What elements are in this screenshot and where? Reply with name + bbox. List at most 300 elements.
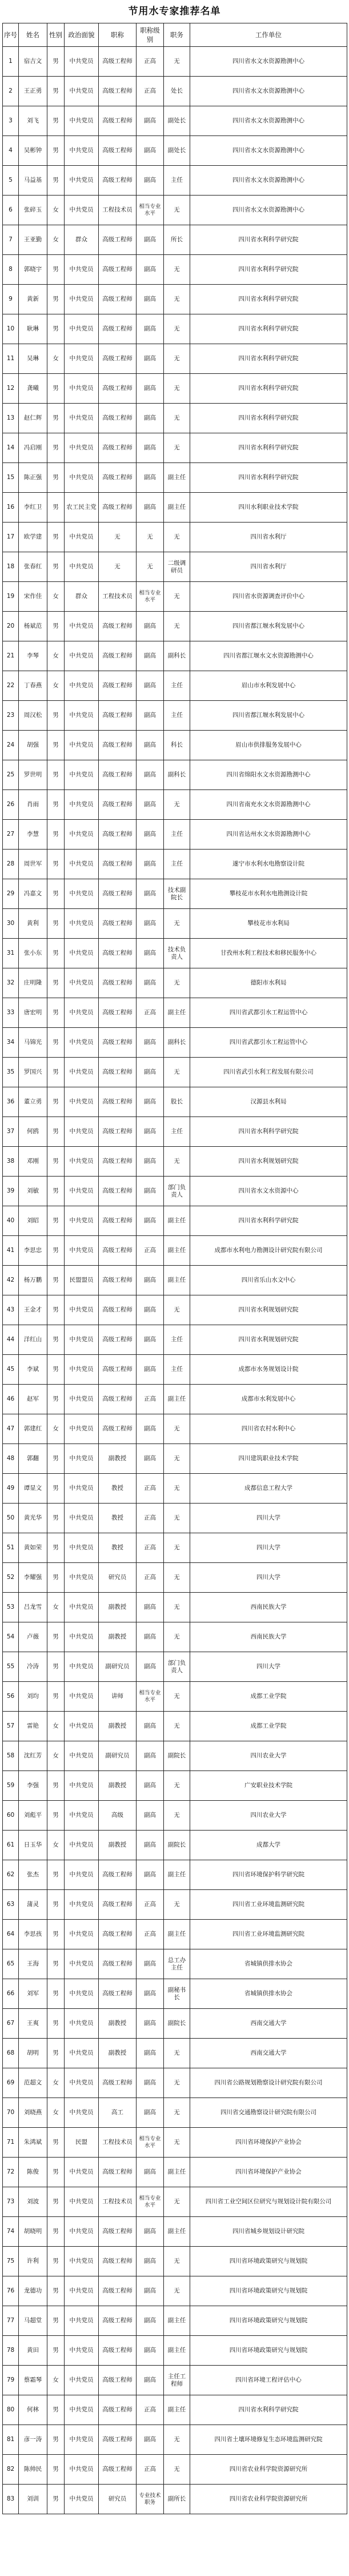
level-cell: 正高 — [137, 1890, 164, 1920]
index-cell: 21 — [3, 641, 19, 671]
name-cell: 张春红 — [19, 552, 47, 582]
index-cell: 79 — [3, 2366, 19, 2395]
level-cell: 副高 — [137, 850, 164, 879]
gender-cell: 女 — [47, 196, 65, 225]
table-row — [3, 2098, 347, 2128]
title-cell: 高级工程师 — [99, 2395, 137, 2425]
name-cell: 赵仁辉 — [19, 404, 47, 433]
index-cell: 40 — [3, 1206, 19, 1236]
political-cell: 中共党员 — [65, 255, 99, 285]
employer-cell: 四川省水利科学研究院 — [190, 404, 347, 433]
index-cell: 19 — [3, 582, 19, 612]
index-cell: 45 — [3, 1355, 19, 1385]
title-cell: 高级工程师 — [99, 939, 137, 968]
level-cell: 副高 — [137, 1712, 164, 1741]
level-cell: 副高 — [137, 255, 164, 285]
political-cell: 中共党员 — [65, 136, 99, 166]
title-cell: 教授 — [99, 1504, 137, 1533]
employer-cell: 四川省乐山水文中心 — [190, 1266, 347, 1295]
name-cell: 王正勇 — [19, 77, 47, 106]
employer-cell: 四川省水利科学研究院 — [190, 285, 347, 314]
position-cell: 副主任 — [164, 1920, 190, 1949]
title-cell: 高级工程师 — [99, 671, 137, 701]
title-cell: 高级工程师 — [99, 1979, 137, 2009]
index-cell: 64 — [3, 1920, 19, 1949]
table-row — [3, 1949, 347, 1979]
employer-cell: 西南交通大学 — [190, 2039, 347, 2068]
table-row — [3, 77, 347, 106]
name-cell: 陈正强 — [19, 463, 47, 493]
employer-cell: 四川省环境保护产业协会 — [190, 2158, 347, 2187]
name-cell: 周世军 — [19, 850, 47, 879]
gender-cell: 男 — [47, 285, 65, 314]
gender-cell: 男 — [47, 2187, 65, 2217]
gender-cell: 男 — [47, 47, 65, 77]
title-cell: 高级工程师 — [99, 1236, 137, 1266]
employer-cell: 四川省南充水文水资源勘测中心 — [190, 790, 347, 820]
table-row — [3, 1920, 347, 1949]
table-body — [3, 47, 347, 2514]
political-cell: 中共党员 — [65, 2068, 99, 2098]
index-cell: 3 — [3, 106, 19, 136]
index-cell: 67 — [3, 2009, 19, 2039]
level-cell: 副高 — [137, 2098, 164, 2128]
employer-cell: 眉山市供排服务发展中心 — [190, 731, 347, 760]
level-cell: 副高 — [137, 1979, 164, 2009]
position-cell: 无 — [164, 2276, 190, 2306]
table-header-row — [3, 23, 347, 47]
gender-cell: 女 — [47, 2098, 65, 2128]
title-cell: 副教授 — [99, 1622, 137, 1652]
position-cell: 副院长 — [164, 1831, 190, 1860]
gender-cell: 女 — [47, 1712, 65, 1741]
title-cell: 高级工程师 — [99, 1949, 137, 1979]
employer-cell: 四川省水利厅 — [190, 523, 347, 552]
employer-cell: 四川省水利科学研究院 — [190, 225, 347, 255]
political-cell: 中共党员 — [65, 671, 99, 701]
name-cell: 洋红山 — [19, 1325, 47, 1355]
employer-cell: 四川省水利规划研究院 — [190, 1147, 347, 1177]
position-cell: 无 — [164, 404, 190, 433]
name-cell: 朱鸿斌 — [19, 2128, 47, 2158]
employer-cell: 四川大学 — [190, 1533, 347, 1563]
title-cell: 研究员 — [99, 2485, 137, 2514]
gender-cell: 男 — [47, 1295, 65, 1325]
expert-table — [2, 23, 347, 2514]
position-cell: 无 — [164, 582, 190, 612]
name-cell: 刘昭 — [19, 1206, 47, 1236]
employer-cell: 四川省农业科学院资源研究所 — [190, 2485, 347, 2514]
index-cell: 71 — [3, 2128, 19, 2158]
employer-cell: 甘孜州水利工程技术和移民服务中心 — [190, 939, 347, 968]
political-cell: 中共党员 — [65, 1206, 99, 1236]
level-cell: 正高 — [137, 1533, 164, 1563]
political-cell: 民盟 — [65, 2128, 99, 2158]
table-row — [3, 850, 347, 879]
level-cell: 无 — [137, 552, 164, 582]
employer-cell: 四川省农村水利中心 — [190, 1414, 347, 1444]
political-cell: 中共党员 — [65, 1949, 99, 1979]
title-cell: 高级工程师 — [99, 1414, 137, 1444]
position-cell: 无 — [164, 255, 190, 285]
table-row — [3, 404, 347, 433]
name-cell: 何鸥 — [19, 1117, 47, 1147]
position-cell: 主任 — [164, 1325, 190, 1355]
table-row — [3, 433, 347, 463]
table-row — [3, 1474, 347, 1504]
gender-cell: 男 — [47, 433, 65, 463]
employer-cell: 汉源县水利局 — [190, 1087, 347, 1117]
name-cell: 张杰 — [19, 1860, 47, 1890]
position-cell: 无 — [164, 2068, 190, 2098]
table-row — [3, 2485, 347, 2514]
name-cell: 何林 — [19, 2395, 47, 2425]
employer-cell: 省城镇供排水协会 — [190, 1979, 347, 2009]
table-row — [3, 1593, 347, 1622]
title-cell: 高工 — [99, 2098, 137, 2128]
index-cell: 73 — [3, 2187, 19, 2217]
political-cell: 中共党员 — [65, 2485, 99, 2514]
index-cell: 15 — [3, 463, 19, 493]
name-cell: 胡明 — [19, 2039, 47, 2068]
employer-cell: 四川省武引水利工程发展有限公司 — [190, 1058, 347, 1087]
level-cell: 副高 — [137, 1058, 164, 1087]
name-cell: 黄光华 — [19, 1504, 47, 1533]
position-cell: 无 — [164, 1474, 190, 1504]
level-cell: 副高 — [137, 1741, 164, 1771]
employer-cell: 四川省水利科学研究院 — [190, 1206, 347, 1236]
index-cell: 57 — [3, 1712, 19, 1741]
gender-cell: 男 — [47, 463, 65, 493]
index-cell: 34 — [3, 1028, 19, 1058]
gender-cell: 男 — [47, 314, 65, 344]
table-row — [3, 2009, 347, 2039]
index-cell: 70 — [3, 2098, 19, 2128]
political-cell: 中共党员 — [65, 1058, 99, 1087]
position-cell: 无 — [164, 1622, 190, 1652]
employer-cell: 四川省环境保护产业协会 — [190, 2128, 347, 2158]
title-cell: 教授 — [99, 1533, 137, 1563]
index-cell: 2 — [3, 77, 19, 106]
name-cell: 耿琳 — [19, 314, 47, 344]
index-cell: 32 — [3, 968, 19, 998]
title-cell: 高级工程师 — [99, 314, 137, 344]
level-cell: 正高 — [137, 1563, 164, 1593]
index-cell: 20 — [3, 612, 19, 641]
employer-cell: 四川省水利科学研究院 — [190, 314, 347, 344]
employer-cell: 四川建筑职业技术学院 — [190, 1444, 347, 1474]
gender-cell: 男 — [47, 255, 65, 285]
gender-cell: 男 — [47, 1801, 65, 1831]
political-cell: 中共党员 — [65, 2039, 99, 2068]
level-cell: 副高 — [137, 641, 164, 671]
position-cell: 无 — [164, 1504, 190, 1533]
employer-cell: 四川省水利科学研究院 — [190, 1117, 347, 1147]
title-cell: 高级工程师 — [99, 2336, 137, 2366]
position-cell: 无 — [164, 2187, 190, 2217]
index-cell: 78 — [3, 2336, 19, 2366]
table-row — [3, 612, 347, 641]
level-cell: 副高 — [137, 1087, 164, 1117]
gender-cell: 男 — [47, 909, 65, 939]
position-cell: 无 — [164, 1147, 190, 1177]
name-cell: 雷艳 — [19, 1712, 47, 1741]
title-cell: 高级 — [99, 1801, 137, 1831]
table-row — [3, 314, 347, 344]
title-cell: 高级工程师 — [99, 909, 137, 939]
employer-cell: 四川省水资源调查评价中心 — [190, 582, 347, 612]
political-cell: 中共党员 — [65, 2098, 99, 2128]
level-cell: 专业技术职务 — [137, 2485, 164, 2514]
name-cell: 张小东 — [19, 939, 47, 968]
name-cell: 马锦光 — [19, 1028, 47, 1058]
title-cell: 高级工程师 — [99, 1147, 137, 1177]
level-cell: 相当专业水平 — [137, 196, 164, 225]
table-row — [3, 1712, 347, 1741]
political-cell: 中共党员 — [65, 998, 99, 1028]
table-row — [3, 1266, 347, 1295]
gender-cell: 男 — [47, 2247, 65, 2276]
table-row — [3, 939, 347, 968]
title-cell: 高级工程师 — [99, 641, 137, 671]
index-cell: 81 — [3, 2425, 19, 2455]
table-row — [3, 2455, 347, 2485]
name-cell: 郭晓宇 — [19, 255, 47, 285]
name-cell: 周汉松 — [19, 701, 47, 731]
political-cell: 中共党员 — [65, 2276, 99, 2306]
index-cell: 13 — [3, 404, 19, 433]
political-cell: 中共党员 — [65, 552, 99, 582]
name-cell: 丁春燕 — [19, 671, 47, 701]
employer-cell: 四川省水文水资源勘测中心 — [190, 106, 347, 136]
name-cell: 蔡霜琴 — [19, 2366, 47, 2395]
name-cell: 沈红芳 — [19, 1741, 47, 1771]
level-cell: 副高 — [137, 1355, 164, 1385]
name-cell: 陈帅民 — [19, 2455, 47, 2485]
level-cell: 副高 — [137, 225, 164, 255]
position-cell: 二级调研员 — [164, 552, 190, 582]
name-cell: 王金才 — [19, 1295, 47, 1325]
title-cell: 高级工程师 — [99, 1117, 137, 1147]
title-cell: 高级工程师 — [99, 2247, 137, 2276]
name-cell: 谭显文 — [19, 1474, 47, 1504]
gender-cell: 男 — [47, 1206, 65, 1236]
table-row — [3, 493, 347, 523]
employer-cell: 四川水利职业技术学院 — [190, 493, 347, 523]
position-cell: 无 — [164, 1295, 190, 1325]
political-cell: 中共党员 — [65, 1771, 99, 1801]
title-cell: 副教授 — [99, 1831, 137, 1860]
index-cell: 17 — [3, 523, 19, 552]
employer-cell: 四川省都江堰水利发展中心 — [190, 612, 347, 641]
employer-cell: 四川省武都引水工程运管中心 — [190, 1028, 347, 1058]
index-cell: 39 — [3, 1177, 19, 1206]
employer-cell: 四川省城乡规划设计研究院 — [190, 2217, 347, 2247]
index-cell: 52 — [3, 1563, 19, 1593]
title-cell: 高级工程师 — [99, 879, 137, 909]
position-cell: 无 — [164, 2425, 190, 2455]
title-cell: 工程技术员 — [99, 2187, 137, 2217]
level-cell: 副高 — [137, 701, 164, 731]
political-cell: 中共党员 — [65, 879, 99, 909]
level-cell: 副高 — [137, 314, 164, 344]
level-cell: 副高 — [137, 731, 164, 760]
gender-cell: 男 — [47, 1058, 65, 1087]
name-cell: 许利 — [19, 2247, 47, 2276]
title-cell: 高级工程师 — [99, 701, 137, 731]
title-cell: 高级工程师 — [99, 1028, 137, 1058]
gender-cell: 男 — [47, 1979, 65, 2009]
employer-cell: 四川省水文水资源勘测中心 — [190, 77, 347, 106]
employer-cell: 攀枝花市水利水电勘测设计院 — [190, 879, 347, 909]
title-cell: 高级工程师 — [99, 1295, 137, 1325]
name-cell: 郭翻 — [19, 1444, 47, 1474]
political-cell: 中共党员 — [65, 47, 99, 77]
name-cell: 李琴 — [19, 641, 47, 671]
table-row — [3, 1147, 347, 1177]
level-cell: 副高 — [137, 1593, 164, 1622]
title-cell: 高级工程师 — [99, 731, 137, 760]
employer-cell: 四川省水文水资源勘测中心 — [190, 136, 347, 166]
table-row — [3, 760, 347, 790]
employer-cell: 成都市水利电力勘测设计研究院有限公司 — [190, 1236, 347, 1266]
table-row — [3, 1028, 347, 1058]
name-cell: 李强 — [19, 1771, 47, 1801]
level-cell: 副高 — [137, 2247, 164, 2276]
gender-cell: 男 — [47, 404, 65, 433]
name-cell: 张碎玉 — [19, 196, 47, 225]
gender-cell: 男 — [47, 2217, 65, 2247]
political-cell: 中共党员 — [65, 1325, 99, 1355]
gender-cell: 男 — [47, 374, 65, 404]
level-cell: 副高 — [137, 1147, 164, 1177]
index-cell: 62 — [3, 1860, 19, 1890]
position-cell: 副主任 — [164, 2306, 190, 2336]
index-cell: 65 — [3, 1949, 19, 1979]
political-cell: 中共党员 — [65, 701, 99, 731]
index-cell: 29 — [3, 879, 19, 909]
employer-cell: 四川省都江堰水利发展中心 — [190, 701, 347, 731]
gender-cell: 男 — [47, 493, 65, 523]
title-cell: 副教授 — [99, 1444, 137, 1474]
employer-cell: 四川省环境政策研究与规划院 — [190, 2336, 347, 2366]
position-cell: 无 — [164, 1414, 190, 1444]
level-cell: 正高 — [137, 1920, 164, 1949]
index-cell: 16 — [3, 493, 19, 523]
position-cell: 无 — [164, 790, 190, 820]
position-cell: 无 — [164, 1058, 190, 1087]
position-cell: 副主任 — [164, 493, 190, 523]
name-cell: 龚曦 — [19, 374, 47, 404]
gender-cell: 男 — [47, 939, 65, 968]
political-cell: 中共党员 — [65, 2217, 99, 2247]
position-cell: 无 — [164, 374, 190, 404]
position-cell: 无 — [164, 1712, 190, 1741]
employer-cell: 四川省工业空间区位研究与规划设计院有限公司 — [190, 2187, 347, 2217]
employer-cell: 成都工业学院 — [190, 1682, 347, 1712]
table-row — [3, 1831, 347, 1860]
employer-cell: 四川省水利规划研究院 — [190, 1325, 347, 1355]
index-cell: 49 — [3, 1474, 19, 1504]
gender-cell: 男 — [47, 2128, 65, 2158]
position-cell: 无 — [164, 2455, 190, 2485]
position-cell: 无 — [164, 2039, 190, 2068]
employer-cell: 四川省环境政策研究与规划院 — [190, 2276, 347, 2306]
position-cell: 副处长 — [164, 106, 190, 136]
position-cell: 副处长 — [164, 136, 190, 166]
index-cell: 55 — [3, 1652, 19, 1682]
index-cell: 8 — [3, 255, 19, 285]
title-cell: 高级工程师 — [99, 285, 137, 314]
position-cell: 无 — [164, 968, 190, 998]
level-cell: 副高 — [137, 1325, 164, 1355]
title-cell: 高级工程师 — [99, 1325, 137, 1355]
index-cell: 46 — [3, 1385, 19, 1414]
political-cell: 中共党员 — [65, 2395, 99, 2425]
political-cell: 中共党员 — [65, 1236, 99, 1266]
gender-cell: 男 — [47, 820, 65, 850]
level-cell: 副高 — [137, 344, 164, 374]
name-cell: 彦一涛 — [19, 2425, 47, 2455]
level-cell: 副高 — [137, 760, 164, 790]
gender-cell: 男 — [47, 1890, 65, 1920]
name-cell: 郭建红 — [19, 1414, 47, 1444]
gender-cell: 男 — [47, 1533, 65, 1563]
title-cell: 高级工程师 — [99, 1860, 137, 1890]
name-cell: 罗国兴 — [19, 1058, 47, 1087]
index-cell: 36 — [3, 1087, 19, 1117]
title-cell: 高级工程师 — [99, 433, 137, 463]
header-cell: 性别 — [47, 23, 65, 47]
position-cell: 无 — [164, 612, 190, 641]
table-row — [3, 1682, 347, 1712]
position-cell: 副主任 — [164, 1385, 190, 1414]
position-cell: 科长 — [164, 731, 190, 760]
title-cell: 高级工程师 — [99, 1920, 137, 1949]
title-cell: 高级工程师 — [99, 1385, 137, 1414]
position-cell: 部门负责人 — [164, 1177, 190, 1206]
name-cell: 冷涛 — [19, 1652, 47, 1682]
table-row — [3, 2187, 347, 2217]
political-cell: 中共党员 — [65, 2009, 99, 2039]
gender-cell: 男 — [47, 166, 65, 196]
gender-cell: 女 — [47, 582, 65, 612]
name-cell: 李思孩 — [19, 1920, 47, 1949]
level-cell: 正高 — [137, 2455, 164, 2485]
gender-cell: 男 — [47, 2336, 65, 2366]
political-cell: 中共党员 — [65, 1028, 99, 1058]
gender-cell: 男 — [47, 1236, 65, 1266]
name-cell: 李红卫 — [19, 493, 47, 523]
level-cell: 副高 — [137, 1028, 164, 1058]
title-cell: 副教授 — [99, 1712, 137, 1741]
title-cell: 高级工程师 — [99, 612, 137, 641]
gender-cell: 男 — [47, 760, 65, 790]
table-row — [3, 166, 347, 196]
table-row — [3, 731, 347, 760]
employer-cell: 四川省水文水资源勘测中心 — [190, 196, 347, 225]
gender-cell: 男 — [47, 1474, 65, 1504]
title-cell: 高级工程师 — [99, 790, 137, 820]
level-cell: 正高 — [137, 1504, 164, 1533]
political-cell: 中共党员 — [65, 1147, 99, 1177]
level-cell: 副高 — [137, 939, 164, 968]
title-cell: 高级工程师 — [99, 850, 137, 879]
gender-cell: 男 — [47, 2455, 65, 2485]
position-cell: 副院长 — [164, 1741, 190, 1771]
political-cell: 中共党员 — [65, 1890, 99, 1920]
name-cell: 欧学建 — [19, 523, 47, 552]
